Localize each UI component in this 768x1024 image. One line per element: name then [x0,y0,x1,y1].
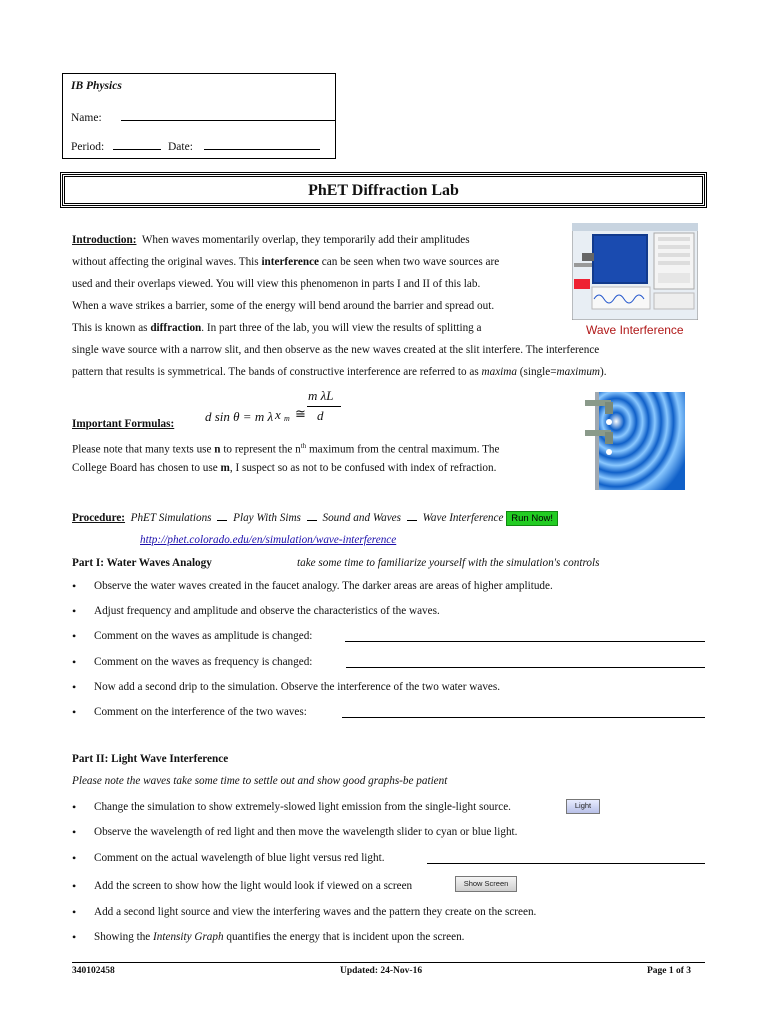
formula-x-subscript: m [284,414,290,423]
diffraction-term: diffraction [150,322,202,334]
page-title: PhET Diffraction Lab [308,182,459,199]
intro-line-6: single wave source with a narrow slit, and then observe as the new waves created at the slit interfere. The interference [72,344,600,356]
intro-text-7e: ). [600,366,607,378]
answer-line-wavelength[interactable] [427,863,705,864]
bullet-text [94,931,464,943]
bullet-text: Observe the water waves created in the faucet analogy. The darker areas are areas of higher amplitude. [94,580,553,592]
bullet-icon: • [72,604,77,618]
formula-approx: ≅ [295,406,306,421]
bullet-icon: • [72,680,77,694]
title-box [62,174,705,206]
note1-th: th [300,442,307,450]
bullet-icon: • [72,930,77,944]
footer-doc-id: 340102458 [72,966,115,976]
intro-line-2 [72,251,499,273]
student-info-box [62,73,336,159]
intro-heading: Introduction: [72,234,137,246]
intro-line-7 [72,361,607,383]
formulas-heading-text: Important Formulas: [72,418,175,430]
sim-link[interactable]: http://phet.colorado.edu/en/simulation/wave-interference [140,534,397,546]
formula-fringe-position [275,388,345,432]
formula-denominator: d [317,408,324,423]
period-date-row [71,138,320,153]
name-row [71,109,335,124]
period-field[interactable] [113,138,161,150]
name-field[interactable] [121,109,335,121]
run-now-button[interactable]: Run Now! [506,511,558,526]
wave-interference-sim-image [572,223,698,337]
note2-m: m [220,462,230,474]
procedure-line [72,507,558,530]
bullet-icon: • [72,879,77,893]
faucet-waves-image [585,392,685,490]
procedure-heading: Procedure: [72,512,126,524]
intensity-graph-term: Intensity Graph [153,931,224,943]
nav-sound-and-waves[interactable]: Sound and Waves [322,512,401,524]
part2-heading-line [72,748,228,770]
date-field[interactable] [204,138,320,150]
bullet-text: Comment on the interference of the two waves: [94,706,307,718]
intro-text-7c: (single= [516,366,557,378]
intro-text-1: When waves momentarily overlap, they temporarily add their amplitudes [141,234,470,246]
intro-text-5a: This is known as [72,322,151,334]
intro-line-1 [72,229,470,251]
part1-heading-line [72,552,212,574]
note1c: to represent the n [220,443,301,456]
answer-line-amplitude[interactable] [345,641,705,642]
faucet-waves-graphic [585,392,685,490]
sim-screenshot-graphic [572,223,698,320]
light-button[interactable]: Light [566,799,600,814]
answer-line-frequency[interactable] [346,667,705,668]
maximum-term: maximum [556,366,601,378]
bullet-text: Comment on the actual wavelength of blue light versus red light. [94,852,385,864]
bullet-icon: • [72,629,77,643]
footer-page: Page 1 of 3 [647,966,692,976]
intro-text-2c: can be seen when two wave sources are [319,256,500,268]
intro-text-2a: without affecting the original waves. This [72,256,262,268]
bullet-text: Add a second light source and view the interfering waves and the pattern they create on the screen. [94,906,537,918]
intro-line-5 [72,317,482,339]
arrow-separator-icon [307,520,317,521]
bullet-text: Adjust frequency and amplitude and observe the characteristics of the waves. [94,605,440,617]
formula-numerator: m λL [308,388,334,403]
bullet-text-c: quantifies the energy that is incident upon the screen. [223,931,465,943]
intro-line-3: used and their overlaps viewed. You will view this phenomenon in parts I and II of this lab. [72,278,481,290]
note2c: , I suspect so as not to be confused with index of refraction. [229,462,497,474]
bullet-text: Add the screen to show how the light would look if viewed on a screen [94,880,413,892]
bullet-icon: • [72,655,77,669]
date-label: Date: [167,141,193,153]
arrow-separator-icon [217,520,227,521]
bullet-text: Comment on the waves as frequency is changed: [94,656,313,668]
footer-divider [72,962,705,963]
formulas-heading [72,413,174,435]
bullet-text: Comment on the waves as amplitude is changed: [94,630,313,642]
answer-line-interference[interactable] [342,717,705,718]
bullet-text: Change the simulation to show extremely-slowed light emission from the single-light source. [94,801,511,813]
intro-line-4: When a wave strikes a barrier, some of the energy will bend around the barrier and spread out. [72,300,495,312]
bullet-icon: • [72,705,77,719]
note1e: maximum from the central maximum. The [306,443,500,456]
part1-heading: Part I: Water Waves Analogy [72,557,212,569]
note1a: Please note that many texts use [72,443,215,456]
note1-n: n [214,443,221,456]
show-screen-button[interactable]: Show Screen [455,876,517,892]
bullet-icon: • [72,825,77,839]
bullet-icon: • [72,579,77,593]
formula-diffraction-grating: d sin θ = m λ [205,409,274,424]
bullet-icon: • [72,851,77,865]
footer-updated: Updated: 24-Nov-16 [340,966,423,976]
intro-text-7a: pattern that results is symmetrical. The bands of constructive interference are referred to as [72,366,482,378]
bullet-text: Observe the wavelength of red light and then move the wavelength slider to cyan or blue light. [94,826,518,838]
intro-text-5c: . In part three of the lab, you will view the results of splitting a [201,322,482,334]
sim-image-caption: Wave Interference [586,323,684,337]
bullet-icon: • [72,905,77,919]
nav-phet-simulations[interactable]: PhET Simulations [130,512,212,524]
formula-x: x [275,407,281,422]
sim-link-line [140,529,396,551]
note2a: College Board has chosen to use [72,462,221,474]
bullet-icon: • [72,800,77,814]
formula-note-2 [72,457,496,479]
fraction-bar [307,406,341,407]
interference-term: interference [261,256,319,268]
period-label: Period: [71,141,105,153]
part2-heading: Part II: Light Wave Interference [72,753,229,765]
bullet-text: Now add a second drip to the simulation. Observe the interference of the two water waves. [94,681,501,693]
arrow-separator-icon [407,520,417,521]
name-label: Name: [71,112,102,124]
nav-play-with-sims[interactable]: Play With Sims [233,512,301,524]
bullet-text-a: Showing the [94,931,154,943]
part2-note: Please note the waves take some time to settle out and show good graphs-be patient [72,775,448,787]
nav-wave-interference[interactable]: Wave Interference [422,512,504,524]
part1-subheading: take some time to familiarize yourself with the simulation's controls [297,557,600,569]
maxima-term: maxima [481,366,517,378]
course-label: IB Physics [71,80,122,92]
